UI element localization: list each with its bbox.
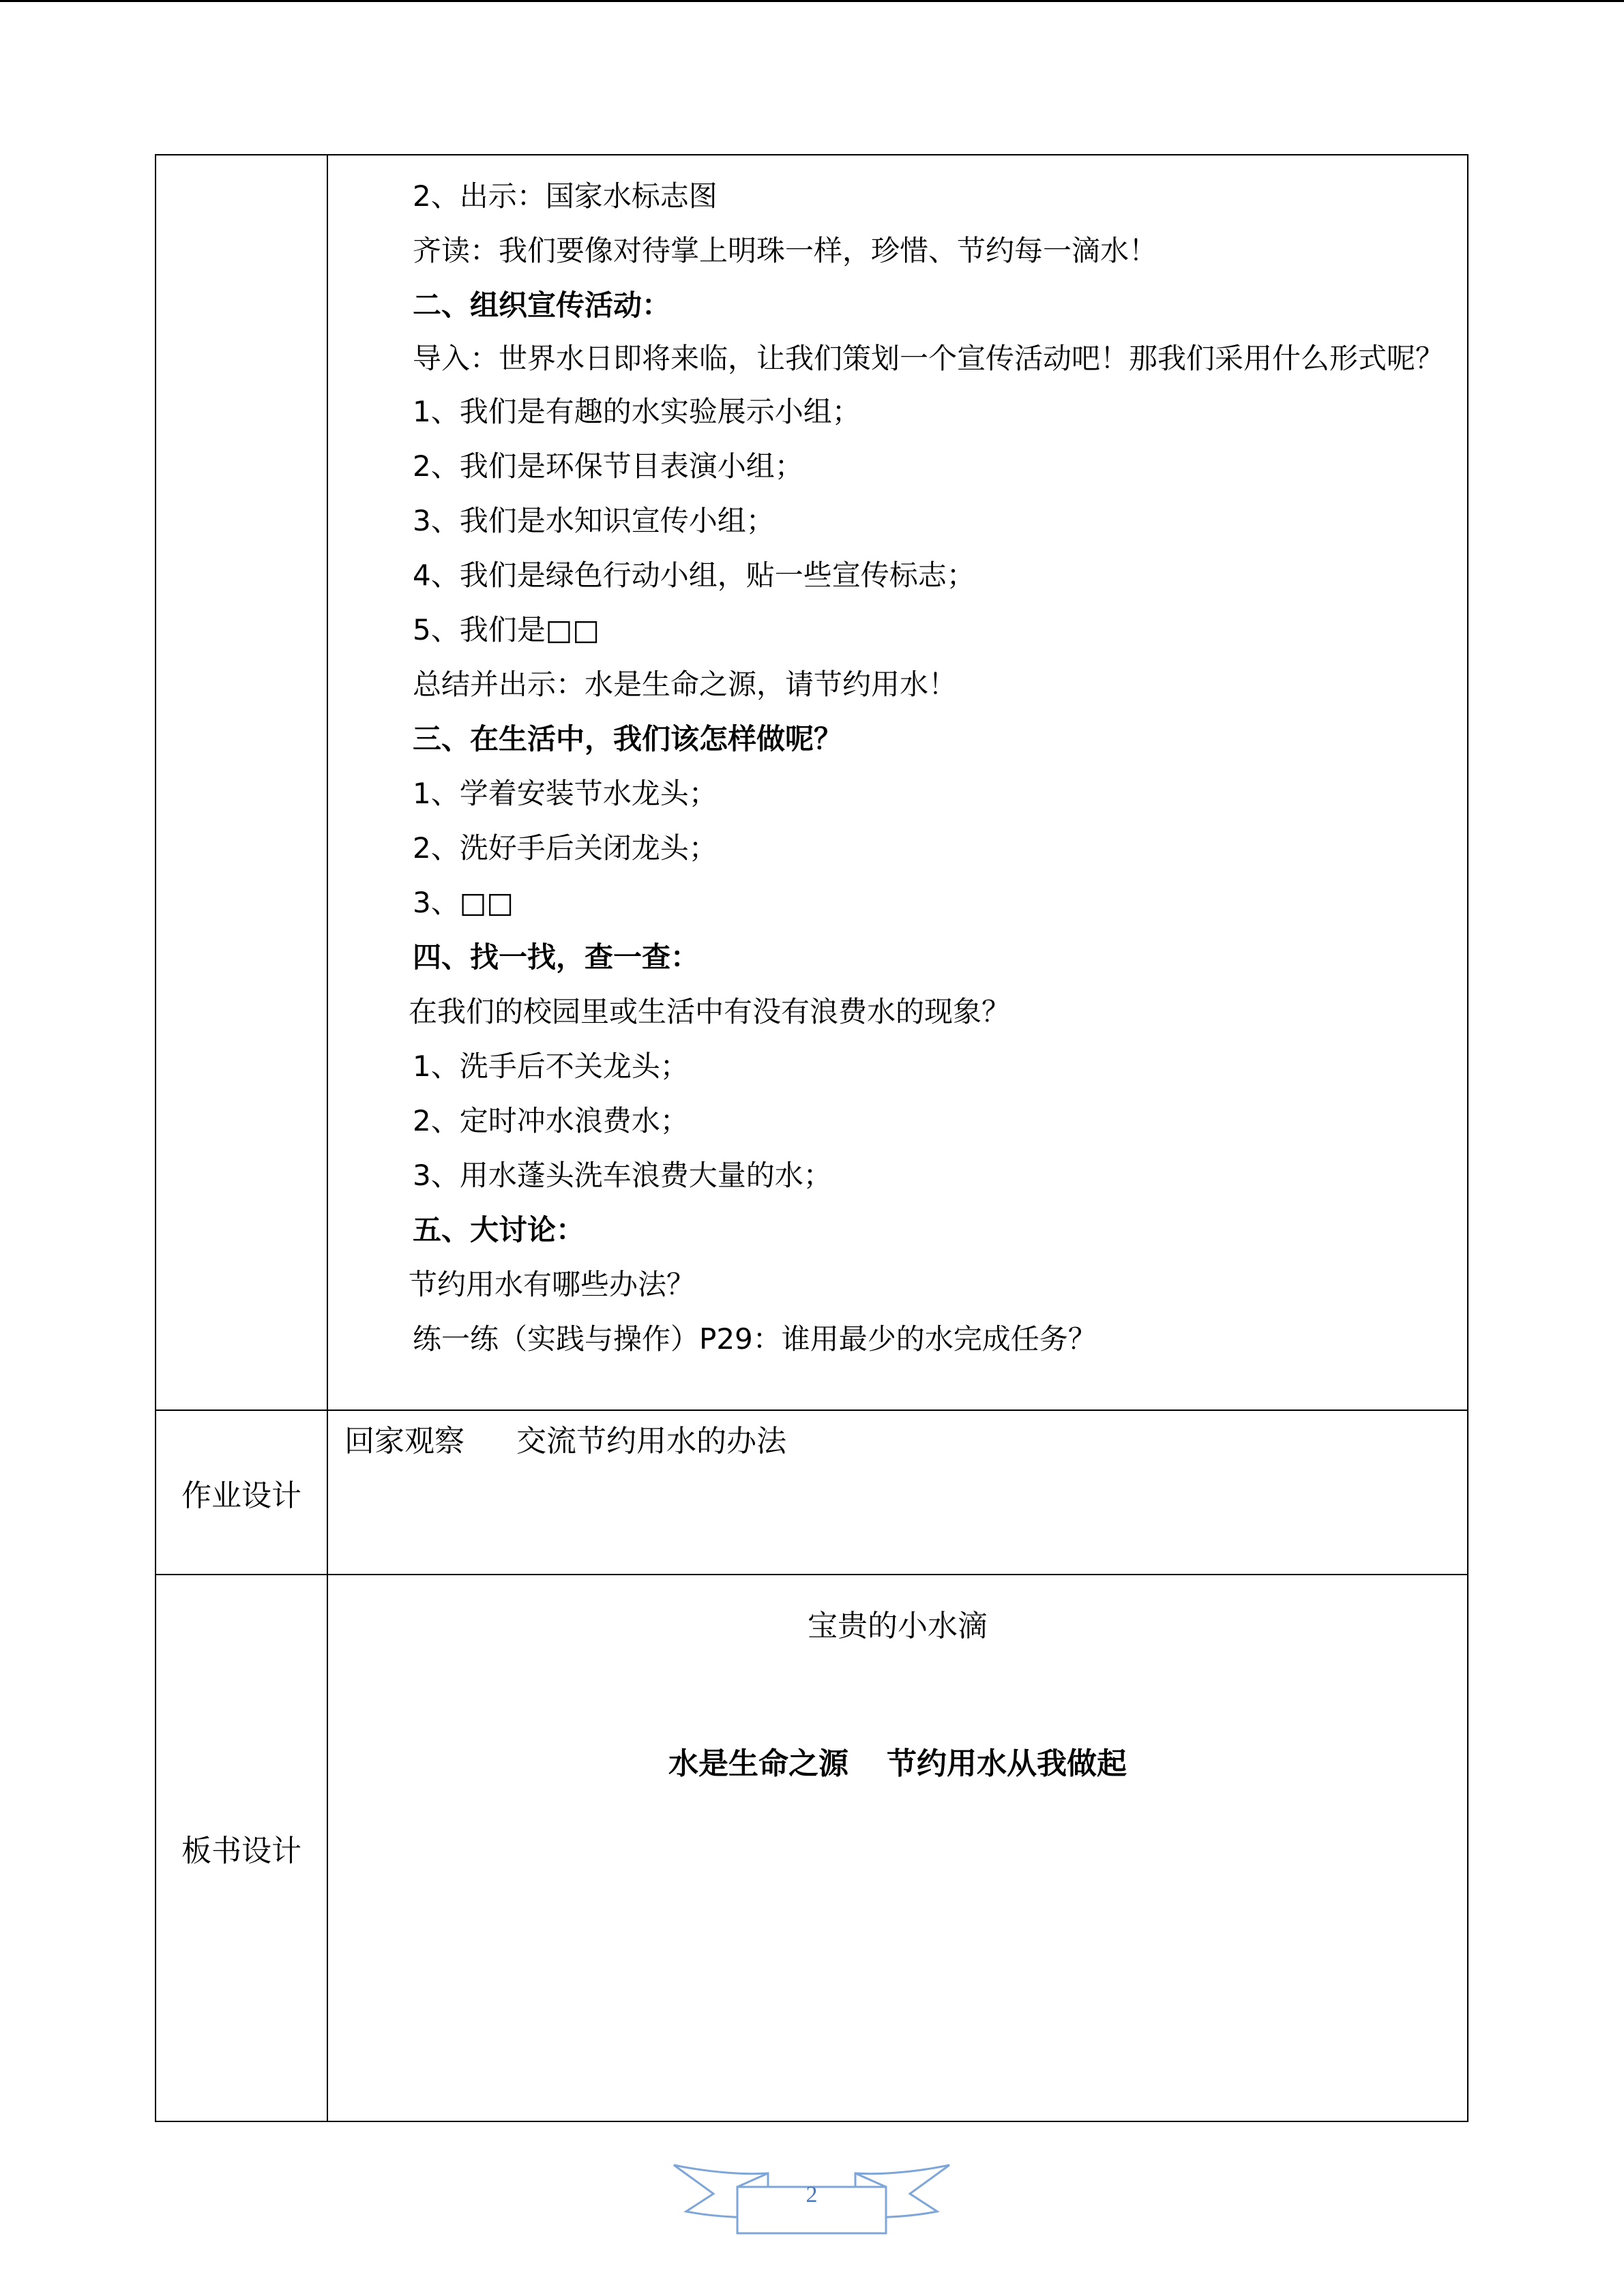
- process-line: 1、洗手后不关龙头；: [413, 1049, 689, 1083]
- intro-text: 导入：世界水日即将来临，让我们策划一个宣传活动吧！那我们采用什么形式呢？: [413, 342, 1445, 375]
- section-heading: 四、找一找，查一查：: [413, 940, 700, 974]
- board-title: 宝贵的小水滴: [808, 1609, 988, 1643]
- board-label-cell: [156, 1575, 327, 2121]
- process-content-cell: [327, 155, 1468, 1410]
- homework-part1: 回家观察: [344, 1424, 464, 1459]
- process-line: 5、我们是□□: [413, 613, 600, 646]
- top-rule: [0, 0, 1624, 2]
- board-slogan-2: 节约用水从我做起: [887, 1746, 1127, 1781]
- section-heading: 五、大讨论：: [413, 1213, 585, 1247]
- process-line: 3、用水蓬头洗车浪费大量的水；: [413, 1159, 832, 1192]
- process-line: 2、洗好手后关闭龙头；: [413, 831, 718, 865]
- process-line: 3、□□: [413, 886, 514, 919]
- process-line: 2、出示：国家水标志图: [413, 179, 718, 213]
- process-line: 3、我们是水知识宣传小组；: [413, 504, 775, 537]
- process-line: 1、我们是有趣的水实验展示小组；: [413, 395, 861, 428]
- teaching-process-row: [156, 155, 1468, 1410]
- board-slogan: [328, 1739, 1467, 1783]
- process-line: 齐读：我们要像对待掌上明珠一样，珍惜、节约每一滴水！: [413, 234, 1158, 267]
- process-label-cell: [156, 155, 327, 1410]
- process-line: 练一练（实践与操作）P29：谁用最少的水完成任务？: [413, 1322, 1097, 1356]
- homework-label-cell: [156, 1410, 327, 1575]
- board-label: 板书设计: [181, 1834, 301, 1868]
- process-line: 2、我们是环保节目表演小组；: [413, 449, 803, 483]
- homework-row: [156, 1410, 1468, 1575]
- homework-part2: 交流节约用水的办法: [516, 1424, 786, 1459]
- homework-content-cell: [327, 1410, 1468, 1575]
- process-line: [344, 333, 1447, 385]
- process-line: 在我们的校园里或生活中有没有浪费水的现象？: [409, 995, 1011, 1028]
- process-line: 4、我们是绿色行动小组，贴一些宣传标志；: [413, 558, 975, 592]
- board-design-row: [156, 1575, 1468, 2121]
- homework-label: 作业设计: [181, 1478, 301, 1513]
- board-content-cell: [327, 1575, 1468, 2121]
- process-line: 1、学着安装节水龙头；: [413, 777, 718, 810]
- section-heading: 二、组织宣传活动：: [413, 288, 671, 322]
- lesson-plan-table: [155, 154, 1468, 2122]
- section-heading: 三、在生活中，我们该怎样做呢？: [413, 722, 843, 756]
- page-number: 2: [806, 2182, 818, 2207]
- process-line: 2、定时冲水浪费水；: [413, 1104, 689, 1137]
- process-line: 节约用水有哪些办法？: [409, 1268, 696, 1301]
- board-slogan-1: 水是生命之源: [668, 1746, 848, 1781]
- process-line: 总结并出示：水是生命之源，请节约用水！: [413, 668, 958, 701]
